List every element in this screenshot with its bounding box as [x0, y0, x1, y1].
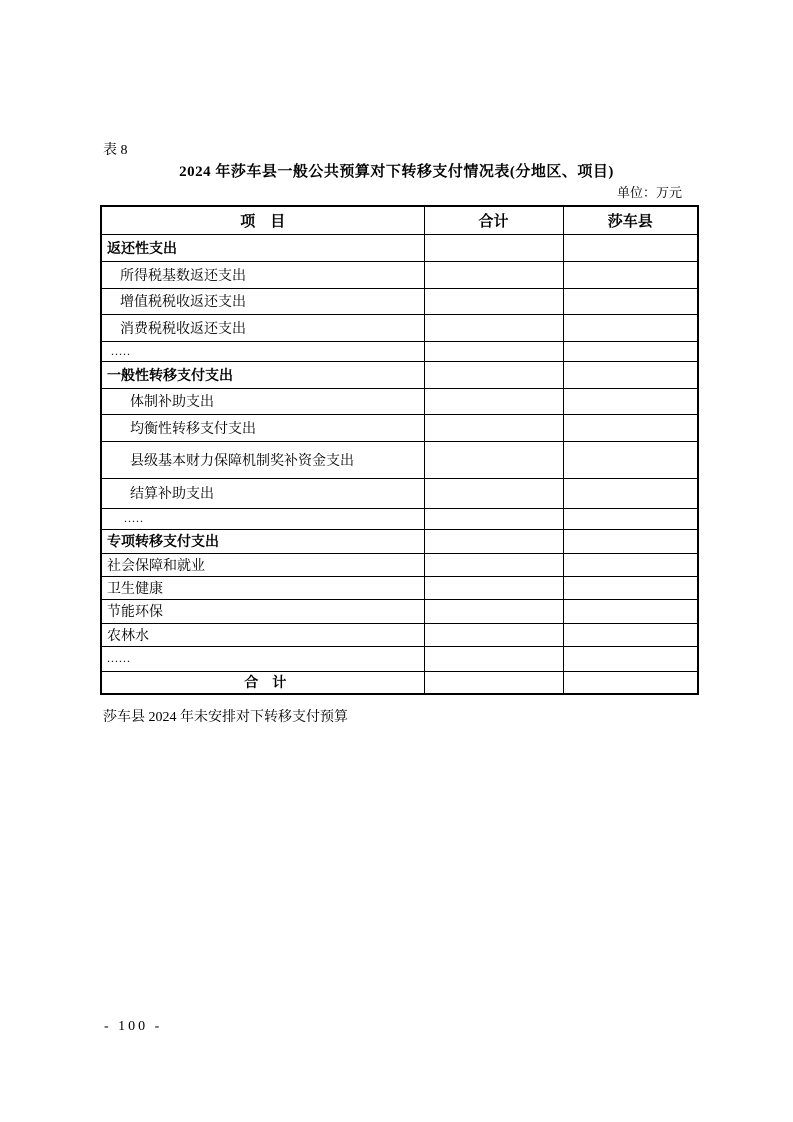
table-row: [101, 234, 698, 261]
region-cell: [563, 341, 698, 361]
row-label-cell: 增值税税收返还支出: [101, 288, 424, 314]
footnote: 莎车县 2024 年未安排对下转移支付预算: [103, 710, 348, 725]
table-row: [101, 341, 698, 361]
table-row: [101, 529, 698, 553]
table-header-row: [101, 206, 698, 234]
page-number: - 100 -: [104, 1019, 163, 1034]
table-row: [101, 623, 698, 646]
total-cell: [424, 288, 563, 314]
region-cell: [563, 671, 698, 694]
total-cell: [424, 478, 563, 508]
page-title: 2024 年莎车县一般公共预算对下转移支付情况表(分地区、项目): [179, 164, 614, 180]
row-label-cell: 所得税基数返还支出: [101, 261, 424, 288]
region-cell: [563, 508, 698, 529]
unit-label: 单位：万元: [616, 185, 682, 200]
table-row: [101, 288, 698, 314]
transfer-payment-table: [100, 205, 699, 695]
total-cell: [424, 646, 563, 671]
total-cell: [424, 361, 563, 388]
region-cell: [563, 478, 698, 508]
total-cell: [424, 623, 563, 646]
column-header-region: 莎车县: [563, 206, 698, 234]
total-cell: [424, 508, 563, 529]
table-row: [101, 508, 698, 529]
column-header-total: 合计: [424, 206, 563, 234]
table-row: [101, 478, 698, 508]
total-cell: [424, 529, 563, 553]
total-cell: [424, 314, 563, 341]
row-label-cell: ......: [101, 646, 424, 671]
region-cell: [563, 576, 698, 599]
region-cell: [563, 234, 698, 261]
row-label-cell: 结算补助支出: [101, 478, 424, 508]
region-cell: [563, 288, 698, 314]
table-row: [101, 361, 698, 388]
table-number-label: 表 8: [103, 143, 128, 158]
total-cell: [424, 576, 563, 599]
row-label-cell: 合 计: [101, 671, 424, 694]
row-label-cell: .....: [101, 508, 424, 529]
total-cell: [424, 441, 563, 478]
table-row-total: [101, 671, 698, 694]
total-cell: [424, 234, 563, 261]
row-label-cell: 消费税税收返还支出: [101, 314, 424, 341]
row-label-cell: 农林水: [101, 623, 424, 646]
table-row: [101, 576, 698, 599]
region-cell: [563, 414, 698, 441]
row-label-cell: .....: [101, 341, 424, 361]
table-row: [101, 261, 698, 288]
region-cell: [563, 553, 698, 576]
table-row: [101, 441, 698, 478]
column-header-item: 项 目: [101, 206, 424, 234]
total-cell: [424, 671, 563, 694]
region-cell: [563, 529, 698, 553]
row-label-cell: 节能环保: [101, 599, 424, 623]
table-row: [101, 553, 698, 576]
table-row: [101, 314, 698, 341]
table-row: [101, 414, 698, 441]
region-cell: [563, 388, 698, 414]
total-cell: [424, 388, 563, 414]
region-cell: [563, 261, 698, 288]
region-cell: [563, 646, 698, 671]
table-row: [101, 388, 698, 414]
row-label-cell: 一般性转移支付支出: [101, 361, 424, 388]
region-cell: [563, 314, 698, 341]
row-label-cell: 县级基本财力保障机制奖补资金支出: [101, 441, 424, 478]
region-cell: [563, 441, 698, 478]
region-cell: [563, 623, 698, 646]
row-label-cell: 返还性支出: [101, 234, 424, 261]
table-row: [101, 646, 698, 671]
region-cell: [563, 599, 698, 623]
row-label-cell: 体制补助支出: [101, 388, 424, 414]
row-label-cell: 卫生健康: [101, 576, 424, 599]
total-cell: [424, 261, 563, 288]
total-cell: [424, 553, 563, 576]
total-cell: [424, 599, 563, 623]
row-label-cell: 均衡性转移支付支出: [101, 414, 424, 441]
row-label-cell: 社会保障和就业: [101, 553, 424, 576]
table-row: [101, 599, 698, 623]
row-label-cell: 专项转移支付支出: [101, 529, 424, 553]
total-cell: [424, 414, 563, 441]
region-cell: [563, 361, 698, 388]
total-cell: [424, 341, 563, 361]
